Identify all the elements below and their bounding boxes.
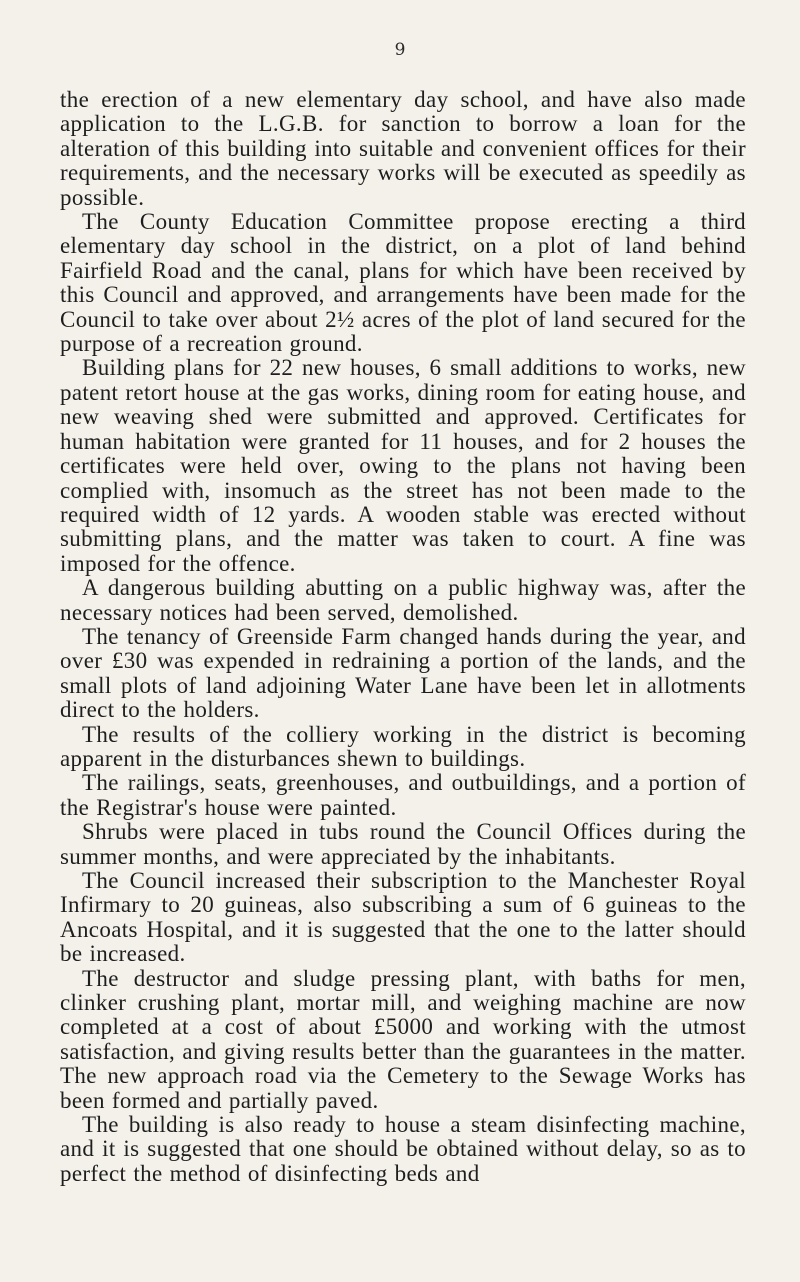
paragraph-disinfecting: The building is also ready to house a steam disinfecting machine, and it is suggested that one should be obtained without delay, so as to perfect the method of disinfecting beds and xyxy=(60,1112,746,1186)
paragraph-destructor: The destructor and sludge pressing plant, with baths for men, clinker crushing plant, mortar mill, and weighing machine are now completed at a cost of about £5000 and working with the utmost satisfaction, and giving results better than the guarantees in the matter. The new approach road via the Cemetery to the Sewage Works has been formed and partially paved. xyxy=(60,965,746,1113)
paragraph-greenside-farm: The tenancy of Greenside Farm changed hands during the year, and over £30 was expended in redraining a portion of the lands, and the small plots of land adjoining Water Lane have been let in allotments direct to the holders. xyxy=(60,623,746,723)
paragraph-continuation: the erection of a new elementary day school, and have also made application to the L.G.B. for sanction to borrow a loan for the alteration of this building into suitable and convenient offices for their requirements, and the necessary works will be executed as speedily as possible. xyxy=(60,87,746,210)
paragraph-colliery: The results of the colliery working in the district is becoming apparent in the disturbances shewn to buildings. xyxy=(60,721,746,771)
page-number: 9 xyxy=(394,40,406,60)
paragraph-education-committee: The County Education Committee propose erecting a third elementary day school in the district, on a plot of land behind Fairfield Road and the canal, plans for which have been received by this Council and approved, and arrangements have been made for the Council to take over about 2½ acres of the plot of land secured for the purpose of a recreation ground. xyxy=(60,209,746,357)
paragraph-infirmary: The Council increased their subscription to the Manchester Royal Infirmary to 20 guineas, also subscribing a sum of 6 guineas to the Ancoats Hospital, and it is suggested that the one to the latter should be increased. xyxy=(60,868,746,967)
paragraph-painting: The railings, seats, greenhouses, and outbuildings, and a portion of the Registrar's house were painted. xyxy=(60,770,746,820)
body-text xyxy=(60,88,746,1186)
paragraph-shrubs: Shrubs were placed in tubs round the Council Offices during the summer months, and were appreciated by the inhabitants. xyxy=(60,819,746,869)
paragraph-building-plans: Building plans for 22 new houses, 6 small additions to works, new patent retort house at the gas works, dining room for eating house, and new weaving shed were submitted and approved. Certificates for human habitation were granted for 11 houses, and for 2 houses the certificates were held over, owing to the plans not having been complied with, insomuch as the street has not been made to the required width of 12 yards. A wooden stable was erected without submitting plans, and the matter was taken to court. A fine was imposed for the offence. xyxy=(60,355,746,576)
paragraph-dangerous-building: A dangerous building abutting on a public highway was, after the necessary notices had been served, demolished. xyxy=(60,575,746,625)
